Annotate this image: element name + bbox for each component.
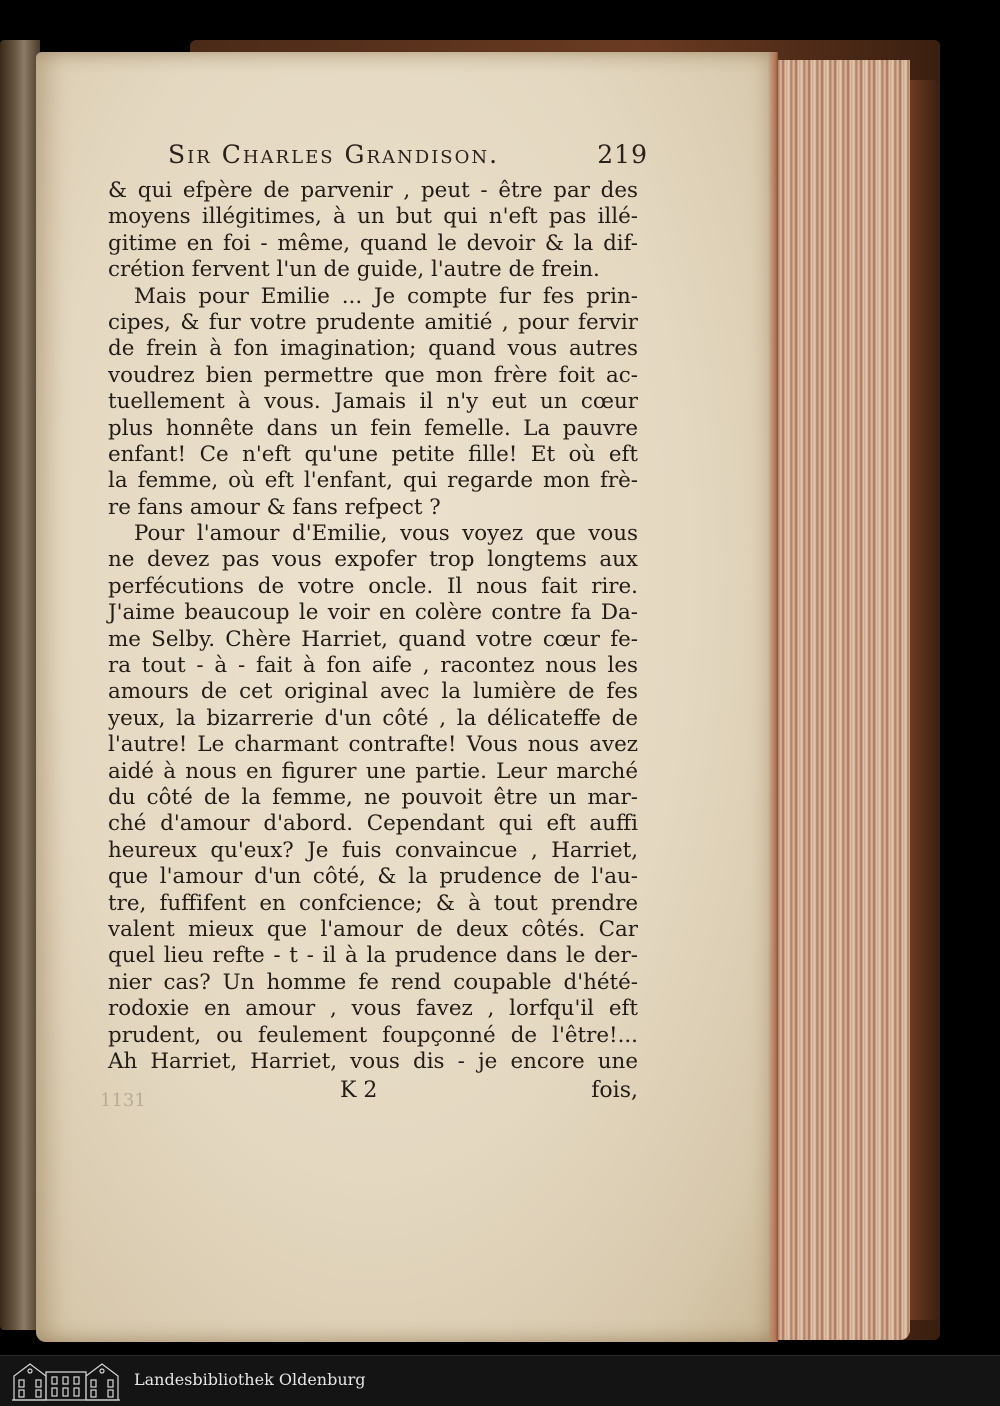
text-line: tuellement à vous. Jamais il n'y eut un cœur — [108, 389, 638, 415]
text-line: valent mieux que l'amour de deux côtés. Car — [108, 916, 638, 942]
text-block — [108, 178, 638, 1075]
library-building-icon — [10, 1360, 122, 1402]
left-binding — [0, 40, 40, 1330]
catchline — [340, 1078, 638, 1108]
text-line: tre, fuffifent en confcience; & à tout prendre — [108, 890, 638, 916]
text-line: l'autre! Le charmant contrafte! Vous nous avez — [108, 732, 638, 758]
text-line: me Selby. Chère Harriet, quand votre cœur fe- — [108, 626, 638, 652]
text-line: re fans amour & fans refpect ? — [108, 494, 441, 520]
text-line: moyens illégitimes, à un but qui n'eft pas illé- — [108, 204, 638, 230]
text-line: de frein à fon imagination; quand vous autres — [108, 336, 638, 362]
signature-mark: K 2 — [340, 1078, 378, 1103]
text-line: plus honnête dans un fein femelle. La pauvre — [108, 415, 638, 441]
text-line: gitime en foi - même, quand le devoir & la dif- — [108, 230, 638, 256]
running-head — [168, 140, 648, 180]
text-line: quel lieu refte - t - il à la prudence dans le der- — [108, 943, 638, 969]
text-line: rodoxie en amour , vous favez , lorfqu'il eft — [108, 996, 638, 1022]
text-line: voudrez bien permettre que mon frère foit ac- — [108, 362, 638, 388]
text-line: crétion fervent l'un de guide, l'autre de frein. — [108, 257, 600, 283]
text-line: ra tout - à - fait à fon aife , racontez nous les — [108, 653, 638, 679]
text-line: aidé à nous en figurer une partie. Leur marché — [108, 758, 638, 784]
page-number: 219 — [597, 140, 648, 169]
text-line: ne devez pas vous expofer trop longtems aux — [108, 547, 638, 573]
text-line: cipes, & fur votre prudente amitié , pour fervir — [108, 309, 638, 335]
running-head-title: Sir Charles Grandison. — [168, 140, 500, 169]
text-line: J'aime beaucoup le voir en colère contre fa Da- — [108, 600, 638, 626]
text-line: & qui efpère de parvenir , peut - être par des — [108, 178, 638, 203]
text-line: nier cas? Un homme fe rend coupable d'hété- — [108, 969, 638, 995]
faded-mark: 1131 — [100, 1090, 146, 1111]
text-line: que l'amour d'un côté, & la prudence de l'au- — [108, 864, 638, 890]
library-name: Landesbibliothek Oldenburg — [134, 1370, 366, 1389]
text-line: Pour l'amour d'Emilie, vous voyez que vous — [134, 521, 638, 547]
text-line: Ah Harriet, Harriet, vous dis - je encore une — [108, 1048, 638, 1074]
text-line: du côté de la femme, ne pouvoit être un mar- — [108, 784, 638, 810]
page-edges — [760, 60, 910, 1340]
text-line: enfant! Ce n'eft qu'une petite fille! Et où eft — [108, 441, 638, 467]
footer-bar — [0, 1355, 1000, 1406]
text-line: amours de cet original avec la lumière de fes — [108, 679, 638, 705]
text-line: perfécutions de votre oncle. Il nous fait rire. — [108, 573, 638, 599]
text-line: ché d'amour d'abord. Cependant qui eft auffi — [108, 811, 638, 837]
catchword: fois, — [591, 1078, 638, 1103]
text-line: heureux qu'eux? Je fuis convaincue , Harriet, — [108, 837, 638, 863]
text-line: prudent, ou feulement foupçonné de l'être!... — [108, 1022, 638, 1048]
text-line: la femme, où eft l'enfant, qui regarde mon frè- — [108, 468, 638, 494]
text-line: yeux, la bizarrerie d'un côté , la délicateffe de — [108, 705, 638, 731]
text-line: Mais pour Emilie ... Je compte fur fes prin- — [134, 283, 638, 309]
